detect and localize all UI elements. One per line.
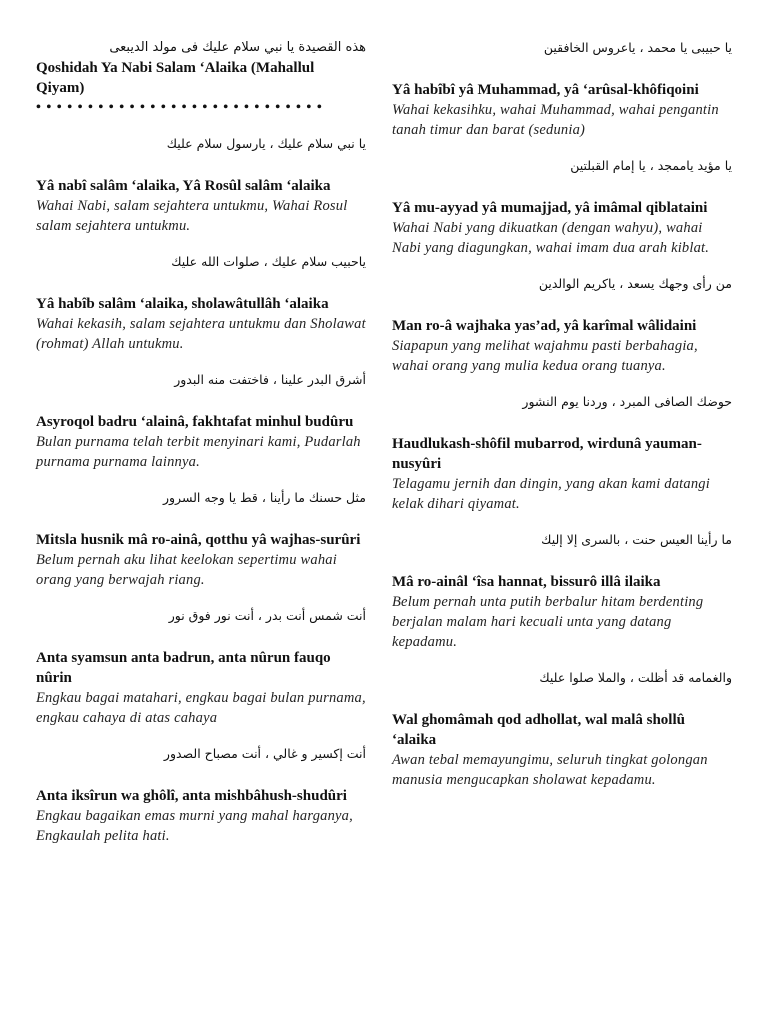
stanza <box>36 488 366 590</box>
arabic-verse: ما رأينا العيس حنت ، بالسرى إلا إليك <box>541 532 732 547</box>
stanza <box>392 392 732 514</box>
transliteration: Mitsla husnik mâ ro-ainâ, qotthu yâ wajhas-surûri <box>36 532 361 548</box>
stanza <box>36 134 366 236</box>
left-column <box>36 38 366 862</box>
arabic-verse: ياحبيب سلام عليك ، صلوات الله عليك <box>171 254 366 269</box>
arabic-verse: يا مؤيد ياممجد ، يا إمام القبلتين <box>570 158 732 173</box>
translation: Bulan purnama telah terbit menyinari kami, Pudarlah purnama purnama lainnya. <box>36 434 361 470</box>
dotted-divider: • • • • • • • • • • • • • • • • • • • • • • • • • • • • <box>36 100 323 115</box>
arabic-verse: يا حبيبى يا محمد ، ياعروس الخافقين <box>543 40 732 55</box>
stanza <box>392 156 732 258</box>
arabic-verse: يا نبي سلام عليك ، يارسول سلام عليك <box>166 136 366 151</box>
arabic-verse: أنت إكسير و غالي ، أنت مصباح الصدور <box>163 746 366 761</box>
translation: Engkau bagaikan emas murni yang mahal harganya, Engkaulah pelita hati. <box>36 808 353 844</box>
arabic-verse: من رأى وجهك يسعد ، ياكريم الوالدين <box>538 276 732 291</box>
transliteration: Haudlukash-shôfil mubarrod, wirdunâ yauman-nusyûri <box>392 436 702 472</box>
translation: Awan tebal memayungimu, seluruh tingkat golongan manusia mengucapkan sholawat kepadamu. <box>392 752 708 788</box>
stanza <box>392 274 732 376</box>
transliteration: Mâ ro-ainâl ‘îsa hannat, bissurô illâ ilaika <box>392 574 661 590</box>
arabic-verse: أشرق البدر علينا ، فاختفت منه البدور <box>174 372 366 387</box>
arabic-title: هذه القصيدة يا نبي سلام عليك فى مولد الديبعى <box>109 40 366 55</box>
document-title: Qoshidah Ya Nabi Salam ‘Alaika (Mahallul Qiyam) <box>36 60 315 96</box>
translation: Telagamu jernih dan dingin, yang akan kami datangi kelak dihari qiyamat. <box>392 476 710 512</box>
stanza <box>36 252 366 354</box>
translation: Wahai kekasihku, wahai Muhammad, wahai pengantin tanah timur dan barat (sedunia) <box>392 102 719 138</box>
stanza <box>392 38 732 140</box>
transliteration: Yâ habîb salâm ‘alaika, sholawâtullâh ‘alaika <box>36 296 329 312</box>
transliteration: Yâ nabî salâm ‘alaika, Yâ Rosûl salâm ‘alaika <box>36 178 331 194</box>
translation: Wahai Nabi yang dikuatkan (dengan wahyu), wahai Nabi yang diagungkan, wahai imam dua arah kiblat. <box>392 220 710 256</box>
translation: Siapapun yang melihat wajahmu pasti berbahagia, wahai orang yang mulia kedua orang tuanya. <box>392 338 698 374</box>
transliteration: Anta iksîrun wa ghôlî, anta mishbâhush-shudûri <box>36 788 347 804</box>
translation: Belum pernah unta putih berbalur hitam berdenting berjalan malam hari kecuali unta yang datang kepadamu. <box>392 594 704 650</box>
arabic-verse: والغمامه قد أظلت ، والملا صلوا عليك <box>539 670 732 685</box>
stanza <box>36 370 366 472</box>
stanza <box>36 744 366 846</box>
arabic-verse: مثل حسنك ما رأينا ، قط يا وجه السرور <box>162 490 366 505</box>
stanza <box>392 530 732 652</box>
transliteration: Wal ghomâmah qod adhollat, wal malâ shollû ‘alaika <box>392 712 685 748</box>
transliteration: Yâ mu-ayyad yâ mumajjad, yâ imâmal qiblataini <box>392 200 708 216</box>
arabic-verse: حوضك الصافى المبرد ، وردنا يوم النشور <box>522 394 732 409</box>
transliteration: Asyroqol badru ‘alainâ, fakhtafat minhul budûru <box>36 414 354 430</box>
translation: Engkau bagai matahari, engkau bagai bulan purnama, engkau cahaya di atas cahaya <box>36 690 366 726</box>
stanza <box>36 606 366 728</box>
right-column <box>392 38 732 806</box>
transliteration: Yâ habîbî yâ Muhammad, yâ ‘arûsal-khôfiqoini <box>392 82 699 98</box>
transliteration: Man ro-â wajhaka yas’ad, yâ karîmal wâlidaini <box>392 318 697 334</box>
translation: Belum pernah aku lihat keelokan sepertimu wahai orang yang berwajah riang. <box>36 552 337 588</box>
stanza <box>392 668 732 790</box>
translation: Wahai Nabi, salam sejahtera untukmu, Wahai Rosul salam sejahtera untukmu. <box>36 198 348 234</box>
transliteration: Anta syamsun anta badrun, anta nûrun fauqo nûrin <box>36 650 331 686</box>
translation: Wahai kekasih, salam sejahtera untukmu dan Sholawat (rohmat) Allah untukmu. <box>36 316 366 352</box>
arabic-verse: أنت شمس أنت بدر ، أنت نور فوق نور <box>168 608 366 623</box>
